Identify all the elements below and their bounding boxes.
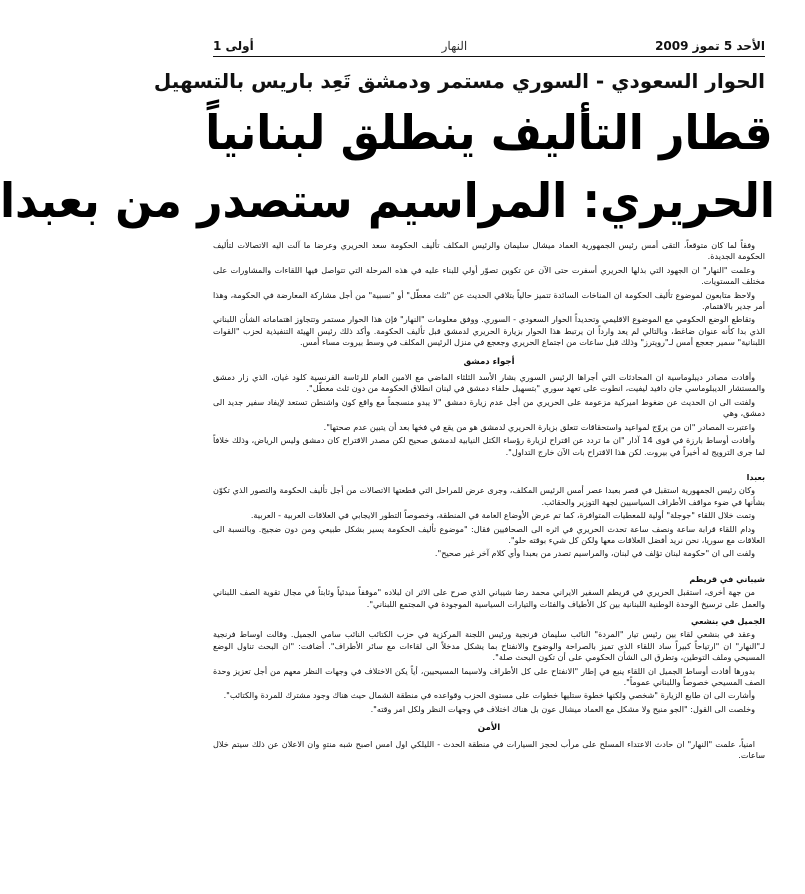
paragraph: وعقد في بنشعي لقاء بين رئيس تيار "المردة" النائب سليمان فرنجية ورئيس اللجنة المركزية في حزب الكتائب النائب سامي الجميل. وقالت اوساط فرنجية لـ"النهار" ان "ارتياحاً كبيراً ساد اللقاء الذي تميز بالصراحة والوضوح والانفتاح بما يشكل مدخلاً الى لقاءات مع سائر الأطراف". أضافت: "ان البحث تناول الوضع المسيحي وملف التوطين، وتطرق الى الشأن الحكومي على أن تكون البحث صلة". bbox=[213, 629, 765, 663]
page-section: أولى 1 bbox=[213, 39, 254, 53]
paragraph: بدورها أفادت أوساط الجميل ان اللقاء ينبع في إطار "الانفتاح على كل الأطراف ولاسيما المسيحيين، أياً يكن الاختلاف في وجهات النظر معهم من أجل تعزيز وحدة الصف المسيحي خصوصاً واللبناني عموماً". bbox=[213, 665, 765, 687]
headline-sub: الحريري: المراسيم ستصدر من بعبدا bbox=[0, 173, 775, 229]
newspaper-logo: النهار bbox=[441, 39, 468, 53]
paragraph: ولاحظ متابعون لموضوع تأليف الحكومة ان المناخات السائدة تتميز حالياً بتلافي الحديث عن "ثلث معطّل" أو "نسبية" من أجل مشاركة المعارضة في الحكومة، وهذا أمر جدير بالاهتمام. bbox=[213, 289, 765, 312]
issue-date: الأحد 5 تموز 2009 bbox=[655, 39, 765, 53]
section-subhead: شيباني في قريطم bbox=[689, 573, 765, 584]
paragraph: وخلصت الى القول: "الجو منيح ولا مشكل مع العماد ميشال عون بل هناك اختلاف في وجهات النظر ولكل امر وقته". bbox=[370, 703, 755, 714]
paragraph: وأشارت الى ان طابع الزيارة "شخصي ولكنها خطوة ستليها خطوات على مستوى الحزب وقواعده في منطقة الشمال حيث هناك وجود مشترك للمردة والكتائب". bbox=[223, 690, 755, 701]
paragraph: ودام اللقاء قرابة ساعة ونصف ساعة تحدث الحريري في اثره الى الصحافيين فقال: "موضوع تأليف الحكومة يسير بشكل طبيعي ومن دون ضجيج. وبالنسبة الى العلاقات مع سوريا، نحن نريد أفضل العلاقات معها ولكن كل شيء بوقته حلو". bbox=[213, 523, 765, 545]
paragraph: من جهة أخرى، استقبل الحريري في قريطم السفير الايراني محمد رضا شيباني الذي صرح على الاثر ان لبلاده "موقفاً مبدئياً وثابتاً في مجال تقوية الصف اللبناني والعمل على ترسيخ الوحدة الوطنية اللبنانية بين كل الأطياف والفئات والتيارات السياسية الموجودة في المجتمع اللبناني". bbox=[213, 587, 765, 609]
paragraph: وأفادت أوساط بارزة في قوى 14 آذار "ان ما تردد عن اقتراح لزيارة رؤساء الكتل النيابية لدمشق صحيح لكن مصدر الاقتراح كان دمشق وليس الرياض، وذلك خلافاً لما جرى الترويج له أخيراً في بيروت. لكن هذا الاقتراح بات الآن خارج التداول". bbox=[213, 435, 765, 457]
paragraph: وتقاطع الوضع الحكومي مع الموضوع الاقليمي وتحديداً الحوار السعودي - السوري. ووفق معلومات "النهار" فإن هذا الحوار مستمر وتتجاوز اهتماماته الشأن اللبناني الذي بدا كأنه عنوان ضاغط، وبالتالي لم يعد وارداً ان يرتبط هذا الحوار بزيارة الحريري لدمشق قبل تأليف الحكومة. وأكد ذلك رئيس الهيئة التنفيذية لحزب "القوات اللبنانية" سمير جعجع أمس لـ"رويترز" وذلك قبل ساعات من اجتماع الحريري وجعجع في منزل الرئيس المكلف في وسط بيروت مساء أمس. bbox=[213, 314, 765, 348]
paragraph: ولفتت الى ان الحديث عن ضغوط اميركية مزعومة على الحريري من أجل عدم زيارة دمشق "لا يبدو منسجماً مع واقع كون واشنطن تستعد لإيفاد سفير جديد الى دمشق، وهي bbox=[213, 396, 765, 419]
paragraph: وفقاً لما كان متوقعاً، التقى أمس رئيس الجمهورية العماد ميشال سليمان والرئيس المكلف تأليف الحكومة سعد الحريري وعرضا ما آلت اليه الاتصالات لتأليف الحكومة الجديدة. bbox=[213, 240, 765, 262]
paragraph: وتمت خلال اللقاء "جوجلة" أولية للمعطيات المتوافرة، كما تم عرض الأوضاع العامة في المنطقة، وخصوصاً التطور الايجابي في العلاقات العربية - العربية. bbox=[250, 510, 755, 521]
section-subhead: بعبدا bbox=[746, 471, 765, 482]
paragraph: واعتبرت المصادر "ان من يروّج لمواعيد واستحقاقات تتعلق بزيارة الحريري لدمشق هو من يقع في فخها بعد أن يتبين عدم صحتها". bbox=[323, 421, 755, 432]
paragraph: امنياً، علمت "النهار" ان حادث الاعتداء المسلح على مرأب لحجز السيارات في منطقة الحدث - الليلكي اول امس اصبح شبه منتهٍ وان الاعلان عن ذلك سيتم خلال ساعات. bbox=[213, 738, 765, 761]
headline-main: قطار التأليف ينطلق لبنانياً bbox=[205, 105, 773, 161]
paragraph: وأفادت مصادر ديبلوماسية ان المحادثات التي أجراها الرئيس السوري بشار الأسد الثلثاء الماضي مع الامين العام للرئاسة الفرنسية كلود غيان، الذي زار دمشق والمستشار الديبلوماسي جان دافيد ليفيت، انطوت على تعهد سوري "بتسهيل حلفاء دمشق في لبنان انطلاق الحكومة من دون ثلث معطّل". bbox=[213, 372, 765, 394]
section-subhead: الأمن bbox=[477, 723, 501, 734]
paragraph: وعلمت "النهار" ان الجهود التي بذلها الحريري أسفرت حتى الآن عن تكوين تصوّر أولي للبناء عليه في هذه المرحلة التي تتواصل فيها اللقاءات والمشاورات على مختلف المستويات. bbox=[213, 264, 765, 287]
paragraph: ولفت الى ان "حكومة لبنان تؤلف في لبنان، والمراسيم تصدر من بعبدا وأي كلام آخر غير صحيح". bbox=[434, 548, 755, 559]
article-body bbox=[213, 240, 765, 763]
headline-kicker: الحوار السعودي - السوري مستمر ودمشق تَعِد باريس بالتسهيل bbox=[153, 69, 765, 93]
masthead bbox=[213, 36, 765, 57]
paragraph: وكان رئيس الجمهورية استقبل في قصر بعبدا عصر أمس الرئيس المكلف، وجرى عرض للمراحل التي قطعتها الاتصالات من أجل تأليف الحكومة والتصور الذي تكوّن بشأنها في ضوء مواقف الأطراف السياسيين لجهة التوزير والحقائب. bbox=[213, 485, 765, 507]
section-subhead: أجواء دمشق bbox=[463, 356, 515, 367]
section-subhead: الجميل في بنشعي bbox=[690, 615, 765, 626]
